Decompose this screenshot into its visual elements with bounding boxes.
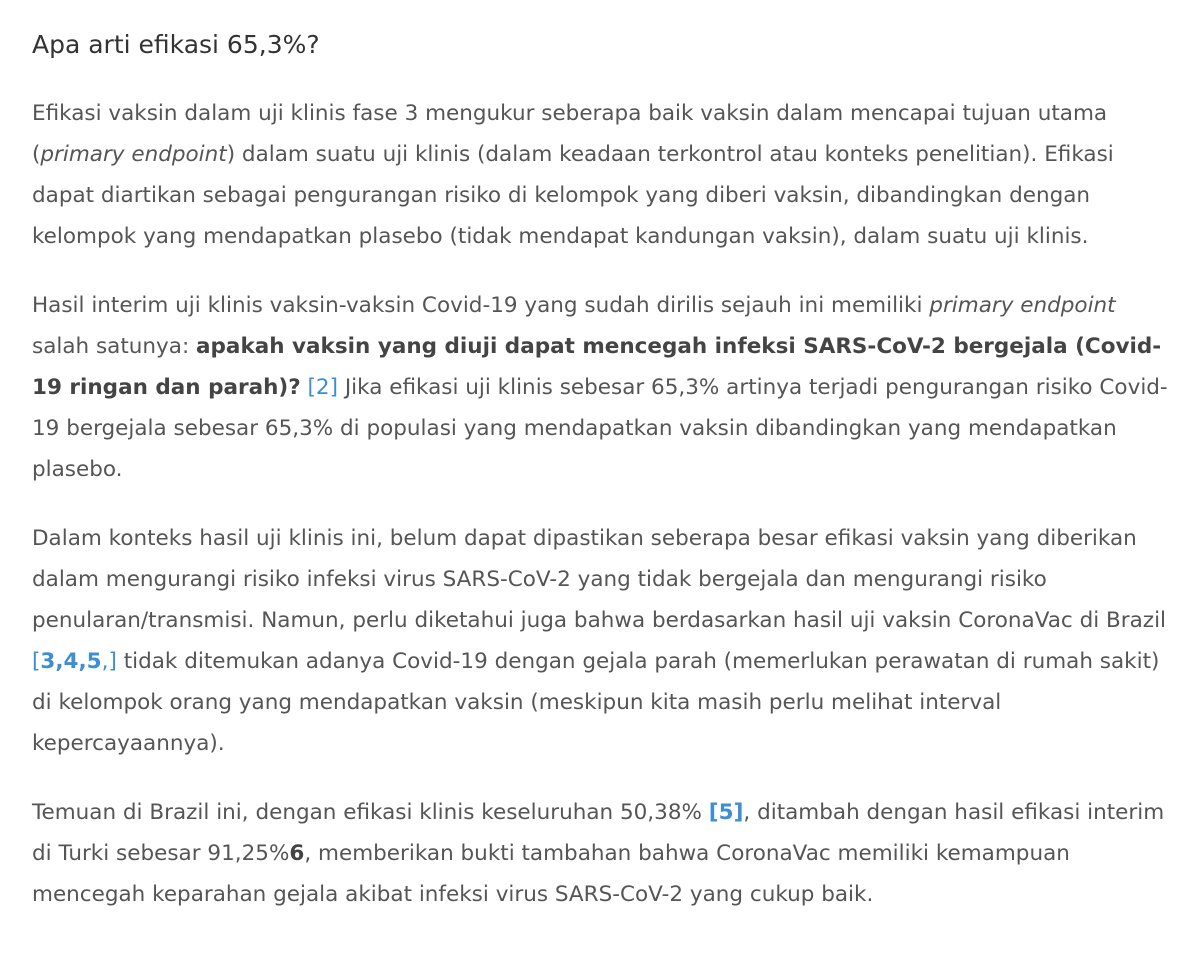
reference-link-2[interactable]: [2] [307, 375, 338, 400]
section-heading: Apa arti efikasi 65,3%? [32, 30, 320, 59]
reference-link-5-b[interactable]: [5] [708, 800, 744, 825]
p2-text-4: Jika efikasi uji klinis sebesar 65,3% artinya terjadi pengurangan risiko Covid-19 bergejala sebesar 65,3% di populasi yang mendapatkan vaksin dibandingkan yang mendapatkan plasebo. [32, 375, 1168, 482]
reference-link-5[interactable]: 5 [86, 649, 102, 674]
p2-text-3 [301, 375, 308, 400]
p4-text-3: , memberikan bukti tambahan bahwa CoronaVac memiliki kemampuan mencegah keparahan gejala akibat infeksi virus SARS-CoV-2 yang cukup baik. [32, 841, 1070, 907]
p2-text-1: Hasil interim uji klinis vaksin-vaksin Covid-19 yang sudah dirilis sejauh ini memiliki [32, 293, 930, 318]
paragraph-1 [32, 93, 1170, 257]
reference-link-3[interactable]: 3 [40, 649, 56, 674]
paragraph-3 [32, 518, 1170, 764]
reference-comma-1: , [55, 649, 64, 674]
reference-bracket-open: [ [32, 649, 41, 674]
p1-emphasis-1: primary endpoint [40, 142, 227, 167]
reference-number-6: 6 [289, 841, 305, 866]
reference-comma-2: , [78, 649, 87, 674]
p3-text-2: tidak ditemukan adanya Covid-19 dengan gejala parah (memerlukan perawatan di rumah sakit) di kelompok orang yang mendapatkan vaksin (meskipun kita masih perlu melihat interval kepercayaannya). [32, 649, 1160, 756]
p4-text-2: , ditambah dengan hasil efikasi interim di Turki sebesar 91,25% [32, 800, 1165, 866]
paragraph-2 [32, 285, 1170, 490]
p4-text-1: Temuan di Brazil ini, dengan efikasi klinis keseluruhan 50,38% [32, 800, 709, 825]
reference-bracket-close: ,] [101, 649, 117, 674]
paragraph-4 [32, 792, 1170, 915]
p2-text-2: salah satunya: [32, 334, 197, 359]
reference-link-4[interactable]: 4 [63, 649, 79, 674]
p3-text-1: Dalam konteks hasil uji klinis ini, belum dapat dipastikan seberapa besar efikasi vaksin yang diberikan dalam mengurangi risiko infeksi virus SARS-CoV-2 yang tidak bergejala dan mengurangi risiko penularan/transmisi. Namun, perlu diketahui juga bahwa berdasarkan hasil uji vaksin CoronaVac di Brazil [32, 526, 1167, 633]
p1-text-1: Efikasi vaksin dalam uji klinis fase 3 mengukur seberapa baik vaksin dalam mencapai tujuan utama ( [32, 101, 1108, 167]
p1-text-2: ) dalam suatu uji klinis (dalam keadaan terkontrol atau konteks penelitian). Efikasi dapat diartikan sebagai pengurangan risiko di kelompok yang diberi vaksin, dibandingkan dengan kelompok yang mendapatkan plasebo (tidak mendapat kandungan vaksin), dalam suatu uji klinis. [32, 142, 1114, 249]
p2-emphasis-1: primary endpoint [929, 293, 1116, 318]
p2-bold-question: apakah vaksin yang diuji dapat mencegah infeksi SARS-CoV-2 bergejala (Covid-19 ringan dan parah)? [32, 334, 1162, 400]
